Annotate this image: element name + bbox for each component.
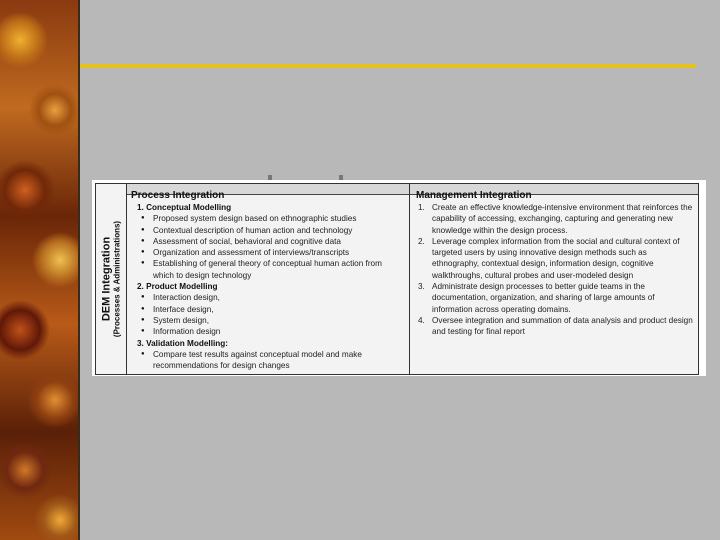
management-integration-body bbox=[416, 202, 694, 338]
row-label-title: DEM Integration bbox=[100, 236, 113, 322]
item-text: Leverage complex information from the social and cultural context of targeted users by using innovative design methods such as ethnography, contextual design, information design, cognitive walkthroughs, cultural probes and user-modeled design bbox=[432, 236, 680, 280]
item-number: 4. bbox=[418, 315, 425, 325]
item-number: 1. bbox=[418, 203, 425, 212]
decorative-sidebar bbox=[0, 0, 78, 540]
list-item: ● Organization and assessment of interviews/transcripts bbox=[137, 247, 405, 258]
item-text: Oversee integration and summation of data analysis and product design and testing for final report bbox=[432, 315, 693, 337]
list-item: ● Proposed system design based on ethnographic studies bbox=[137, 213, 405, 224]
list-item: ● Compare test results against conceptual model and make recommendations for design changes bbox=[137, 349, 405, 372]
list-item: ● Interaction design, bbox=[137, 292, 405, 303]
list-item: ● Interface design, bbox=[137, 304, 405, 315]
section-heading: 2. Product Modelling bbox=[137, 282, 218, 292]
title-rule bbox=[80, 64, 696, 68]
list-item: ● Assessment of social, behavioral and cognitive data bbox=[137, 236, 405, 247]
section-heading: 3. Validation Modelling: bbox=[137, 338, 228, 348]
list-item bbox=[416, 236, 694, 281]
process-integration-column bbox=[127, 184, 410, 374]
process-integration-title: Process Integration bbox=[131, 190, 225, 201]
management-integration-title: Management Integration bbox=[416, 190, 532, 201]
list-item bbox=[416, 281, 694, 315]
dem-integration-table bbox=[92, 180, 706, 376]
item-text: Create an effective knowledge-intensive environment that reinforces the capability of accessing, exchanging, capturing and generating new knowledge within the design process. bbox=[432, 203, 693, 235]
list-item: ● Contextual description of human action and technology bbox=[137, 225, 405, 236]
management-integration-column bbox=[410, 184, 698, 374]
list-item bbox=[416, 315, 694, 338]
list-item: ● Information design bbox=[137, 326, 405, 337]
row-label-text bbox=[101, 221, 122, 337]
item-number: 2. bbox=[418, 236, 425, 246]
list-item: ● System design, bbox=[137, 315, 405, 326]
list-item: ● Establishing of general theory of conceptual human action from which to design technology bbox=[137, 258, 405, 281]
item-text: Administrate design processes to better guide teams in the documentation, organization, and sharing of large amounts of information across operating domains. bbox=[432, 282, 655, 314]
process-integration-body bbox=[137, 202, 405, 371]
table-frame bbox=[95, 183, 699, 375]
sidebar-divider bbox=[78, 0, 80, 540]
list-item bbox=[416, 202, 694, 236]
row-label bbox=[96, 184, 127, 374]
item-number: 3. bbox=[418, 282, 425, 292]
section-heading: 1. Conceptual Modelling bbox=[137, 203, 232, 212]
row-label-subtitle: (Processes & Administrations) bbox=[112, 220, 122, 338]
